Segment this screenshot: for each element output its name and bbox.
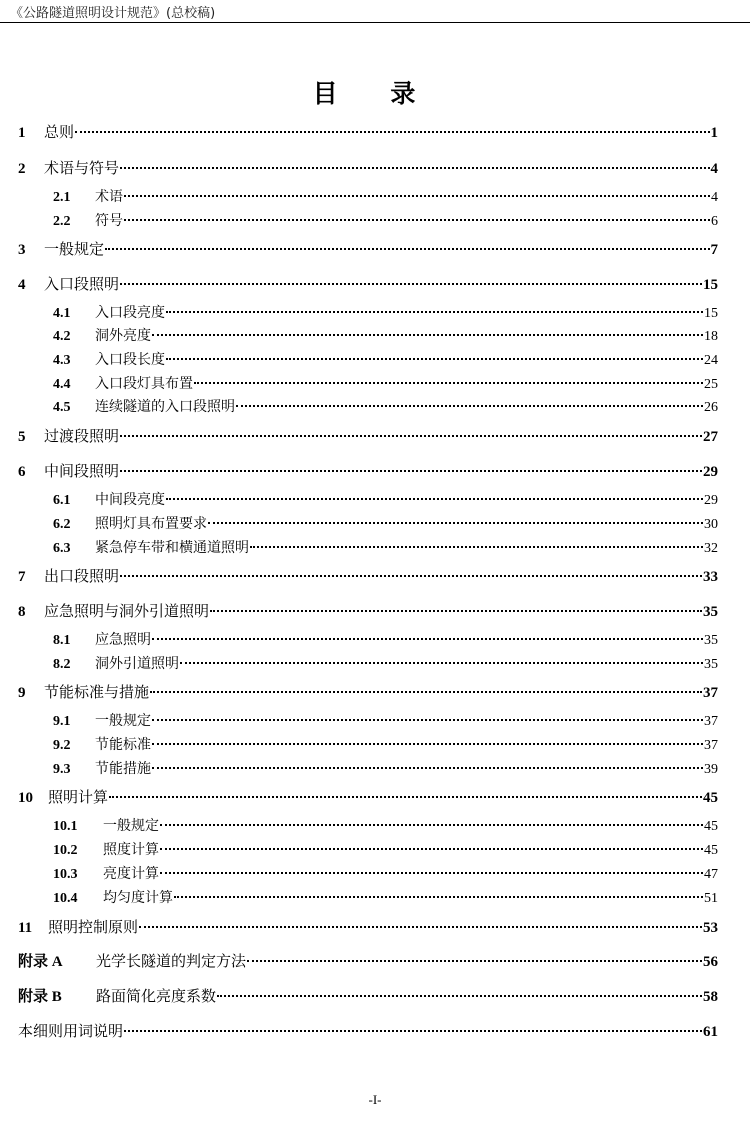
toc-entry-page: 29 (703, 464, 718, 480)
toc-entry-number: 9.1 (53, 714, 71, 729)
toc-entry-number: 10.4 (53, 891, 78, 906)
toc-entry-number: 1 (18, 125, 26, 141)
toc-dot-leader (152, 334, 703, 336)
toc-entry-page: 7 (710, 242, 718, 258)
toc-entry-number: 9 (18, 685, 26, 701)
toc-entry-page: 51 (704, 891, 718, 906)
toc-dot-leader (75, 131, 709, 133)
toc-dot-leader (160, 872, 703, 874)
toc-entry-page: 32 (704, 541, 718, 556)
toc-entry-title: 本细则用词说明 (18, 1022, 124, 1040)
toc-section-row[interactable] (53, 373, 718, 395)
toc-chapter-row[interactable] (18, 273, 718, 295)
toc-entry-page: 1 (710, 125, 718, 141)
toc-chapter-row[interactable] (18, 600, 718, 622)
toc-dot-leader (250, 546, 703, 548)
toc-section-row[interactable] (53, 349, 718, 371)
toc-dot-leader (210, 610, 702, 612)
toc-entry-page: 35 (704, 657, 718, 672)
toc-entry-number: 9.3 (53, 762, 71, 777)
toc-dot-leader (120, 283, 702, 285)
toc-entry-title: 过渡段照明 (44, 427, 120, 445)
toc-entry-title: 应急照明与洞外引道照明 (44, 602, 210, 620)
toc-entry-page: 37 (703, 685, 718, 701)
page-number: -I- (368, 1092, 382, 1107)
toc-dot-leader (105, 248, 709, 250)
toc-entry-title: 入口段灯具布置 (95, 376, 193, 392)
toc-entry-page: 15 (703, 277, 718, 293)
toc-section-row[interactable] (53, 537, 718, 559)
toc-entry-title: 连续隧道的入口段照明 (95, 399, 235, 415)
toc-entry-number: 10.3 (53, 867, 78, 882)
toc-dot-leader (152, 638, 703, 640)
toc-section-row[interactable] (53, 710, 718, 732)
toc-entry-number: 4.4 (53, 377, 71, 392)
toc-chapter-row[interactable] (18, 425, 718, 447)
toc-section-row[interactable] (53, 734, 718, 756)
toc-entry-page: 24 (704, 353, 718, 368)
toc-entry-number: 4.2 (53, 329, 71, 344)
toc-entry-number: 10 (18, 790, 33, 806)
toc-dot-leader (236, 405, 703, 407)
toc-dot-leader (194, 382, 703, 384)
toc-entry-number: 4 (18, 277, 26, 293)
toc-entry-title: 入口段照明 (44, 275, 120, 293)
toc-chapter-row[interactable] (18, 916, 718, 938)
toc-entry-title: 路面简化亮度系数 (96, 987, 217, 1005)
toc-chapter-row[interactable] (18, 460, 718, 482)
toc-section-row[interactable] (53, 887, 718, 909)
toc-dot-leader (124, 195, 710, 197)
toc-dot-leader (247, 960, 702, 962)
toc-entry-page: 18 (704, 329, 718, 344)
toc-chapter-row[interactable] (18, 985, 718, 1007)
toc-dot-leader (166, 358, 703, 360)
toc-entry-page: 56 (703, 954, 718, 970)
toc-entry-title: 中间段照明 (44, 462, 120, 480)
toc-dot-leader (124, 1030, 702, 1032)
toc-entry-number: 2.2 (53, 214, 71, 229)
toc-dot-leader (139, 926, 702, 928)
toc-entry-page: 45 (704, 843, 718, 858)
toc-section-row[interactable] (53, 653, 718, 675)
toc-entry-page: 33 (703, 569, 718, 585)
toc-entry-title: 紧急停车带和横通道照明 (95, 540, 249, 556)
toc-entry-title: 一般规定 (95, 713, 151, 729)
toc-entry-page: 53 (703, 920, 718, 936)
toc-dot-leader (152, 719, 703, 721)
toc-entry-number: 3 (18, 242, 26, 258)
toc-entry-title: 节能措施 (95, 761, 151, 777)
toc-entry-page: 29 (704, 493, 718, 508)
toc-section-row[interactable] (53, 839, 718, 861)
toc-dot-leader (217, 995, 702, 997)
toc-dot-leader (109, 796, 702, 798)
toc-chapter-row[interactable] (18, 565, 718, 587)
toc-entry-title: 亮度计算 (103, 866, 159, 882)
toc-entry-page: 61 (703, 1024, 718, 1040)
toc-dot-leader (120, 470, 702, 472)
toc-entry-title: 洞外亮度 (95, 328, 151, 344)
toc-entry-number: 8.1 (53, 633, 71, 648)
toc-entry-title: 应急照明 (95, 632, 151, 648)
page-title: 目 录 (312, 79, 438, 108)
toc-chapter-row[interactable] (18, 157, 718, 179)
toc-entry-number: 6.1 (53, 493, 71, 508)
toc-dot-leader (174, 896, 703, 898)
toc-entry-page: 4 (710, 161, 718, 177)
running-header (0, 0, 750, 23)
toc-entry-number: 11 (18, 920, 33, 936)
toc-dot-leader (150, 691, 702, 693)
toc-entry-number: 4.3 (53, 353, 71, 368)
toc-entry-page: 6 (711, 214, 718, 229)
toc-entry-page: 26 (704, 400, 718, 415)
toc-entry-number: 4.1 (53, 306, 71, 321)
toc-entry-number: 7 (18, 569, 26, 585)
toc-entry-page: 30 (704, 517, 718, 532)
toc-entry-title: 入口段亮度 (95, 305, 165, 321)
toc-entry-title: 符号 (95, 213, 123, 229)
toc-dot-leader (166, 498, 703, 500)
toc-section-row[interactable] (53, 302, 718, 324)
toc-entry-page: 37 (704, 738, 718, 753)
toc-dot-leader (124, 219, 710, 221)
toc-dot-leader (120, 435, 702, 437)
toc-entry-title: 均匀度计算 (103, 890, 173, 906)
toc-entry-title: 节能标准与措施 (44, 683, 150, 701)
toc-section-row[interactable] (53, 325, 718, 347)
toc-chapter-row[interactable] (18, 786, 718, 808)
toc-entry-title: 照明计算 (48, 788, 109, 806)
toc-entry-page: 35 (703, 604, 718, 620)
running-header-text: 《公路隧道照明设计规范》(总校稿) (10, 6, 216, 21)
toc-entry-title: 一般规定 (44, 240, 105, 258)
toc-entry-title: 一般规定 (103, 818, 159, 834)
toc-entry-number: 附录 B (18, 989, 62, 1005)
toc-entry-page: 58 (703, 989, 718, 1005)
toc-section-row[interactable] (53, 863, 718, 885)
toc-entry-number: 5 (18, 429, 26, 445)
toc-section-row[interactable] (53, 489, 718, 511)
toc-entry-title: 照明控制原则 (48, 918, 139, 936)
toc-entry-page: 37 (704, 714, 718, 729)
toc-entry-number: 8.2 (53, 657, 71, 672)
toc-dot-leader (160, 824, 703, 826)
toc-entry-page: 45 (704, 819, 718, 834)
toc-entry-title: 照度计算 (103, 842, 159, 858)
toc-section-row[interactable] (53, 396, 718, 418)
toc-section-row[interactable] (53, 513, 718, 535)
toc-entry-number: 2 (18, 161, 26, 177)
toc-dot-leader (180, 662, 703, 664)
toc-entry-number: 9.2 (53, 738, 71, 753)
toc-entry-title: 出口段照明 (44, 567, 120, 585)
toc-entry-number: 2.1 (53, 190, 71, 205)
toc-entry-page: 27 (703, 429, 718, 445)
toc-chapter-row[interactable] (18, 681, 718, 703)
toc-entry-number: 8 (18, 604, 26, 620)
toc-entry-page: 4 (711, 190, 718, 205)
toc-entry-number: 4.5 (53, 400, 71, 415)
toc-section-row[interactable] (53, 815, 718, 837)
toc-dot-leader (160, 848, 703, 850)
toc-chapter-row[interactable] (18, 238, 718, 260)
toc-entry-number: 10.1 (53, 819, 78, 834)
toc-dot-leader (208, 522, 703, 524)
toc-entry-page: 25 (704, 377, 718, 392)
toc-entry-title: 术语与符号 (44, 159, 120, 177)
toc-entry-title: 总则 (44, 123, 75, 141)
toc-entry-title: 洞外引道照明 (95, 656, 179, 672)
toc-section-row[interactable] (53, 629, 718, 651)
toc-entry-number: 6.2 (53, 517, 71, 532)
toc-entry-page: 35 (704, 633, 718, 648)
toc-entry-title: 入口段长度 (95, 352, 165, 368)
toc-entry-title: 节能标准 (95, 737, 151, 753)
toc-entry-title: 照明灯具布置要求 (95, 516, 207, 532)
toc-entry-number: 10.2 (53, 843, 78, 858)
toc-dot-leader (166, 311, 703, 313)
toc-entry-page: 47 (704, 867, 718, 882)
toc-entry-number: 6.3 (53, 541, 71, 556)
toc-dot-leader (120, 167, 709, 169)
toc-dot-leader (152, 767, 703, 769)
toc-chapter-row[interactable] (18, 121, 718, 143)
toc-entry-page: 39 (704, 762, 718, 777)
toc-entry-title: 中间段亮度 (95, 492, 165, 508)
toc-entry-title: 光学长隧道的判定方法 (96, 952, 247, 970)
toc-dot-leader (152, 743, 703, 745)
toc-section-row[interactable] (53, 758, 718, 780)
toc-section-row[interactable] (53, 210, 718, 232)
toc-chapter-row[interactable] (18, 950, 718, 972)
toc-dot-leader (120, 575, 702, 577)
toc-entry-title: 术语 (95, 189, 123, 205)
toc-chapter-row[interactable] (18, 1020, 718, 1042)
toc-section-row[interactable] (53, 186, 718, 208)
toc-entry-page: 15 (704, 306, 718, 321)
toc-entry-page: 45 (703, 790, 718, 806)
toc-entry-number: 6 (18, 464, 26, 480)
toc-entry-number: 附录 A (18, 954, 63, 970)
